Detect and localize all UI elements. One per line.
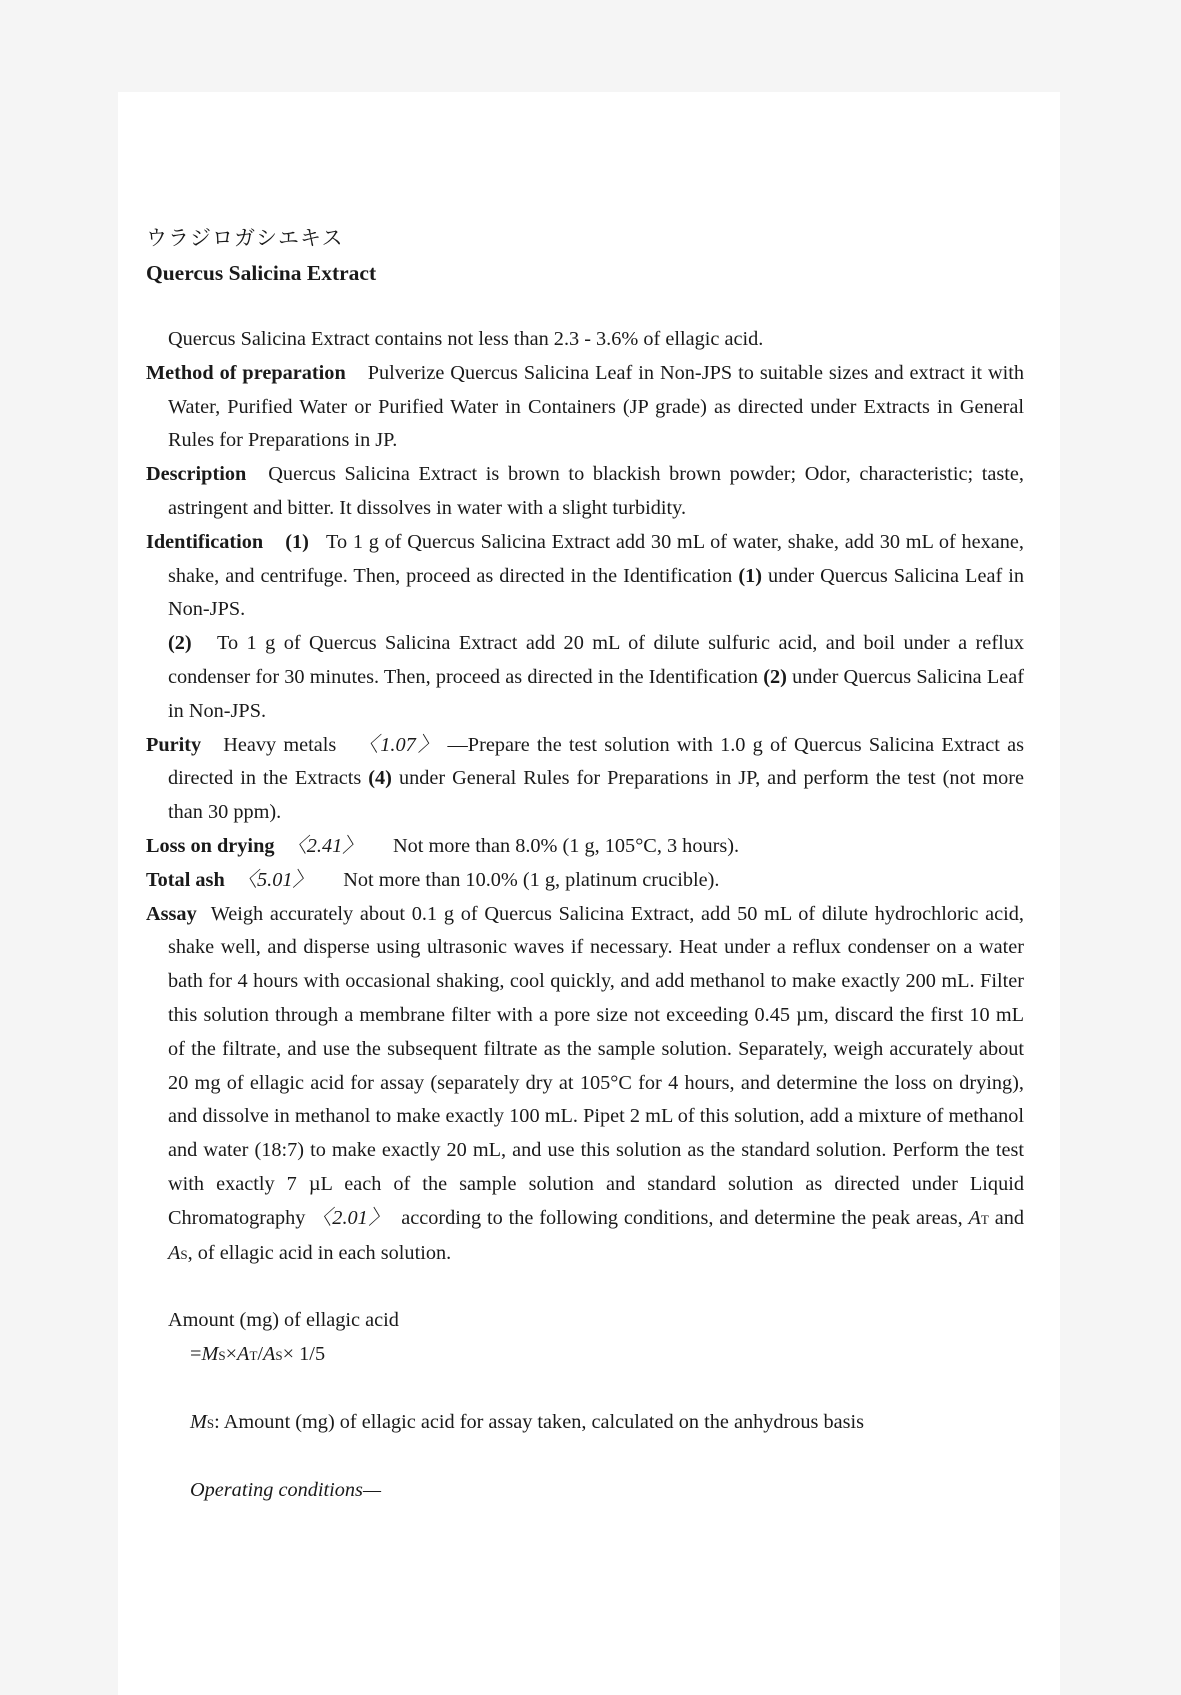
identification-item-tail: under Quercus Salicina Leaf in Non-JPS. [168, 564, 1024, 621]
monograph-body [146, 220, 1024, 1508]
identification-heading: Identification [146, 530, 264, 553]
purity-reference: 〈1.07〉 [357, 733, 441, 756]
symbol-a: A [168, 1241, 181, 1264]
identification-item-text: To 1 g of Quercus Salicina Extract add 30 mL of water, shake, add 30 mL of hexane, shake, and centrifuge. Then, proceed as directed in the Identification [168, 530, 1024, 587]
identification-item-2 [146, 627, 1024, 728]
operating-conditions-heading: Operating conditions— [190, 1478, 381, 1501]
loss-on-drying-section [146, 830, 1024, 864]
formula-tail: × 1/5 [282, 1343, 326, 1366]
formula-symbol: A [263, 1343, 276, 1366]
identification-item-number: (1) [285, 530, 309, 553]
purity-text: —Prepare the test solution with 1.0 g of Quercus Salicina Extract as directed in the Extracts [168, 733, 1024, 790]
definition-subscript: S [206, 1415, 215, 1431]
assay-text-3: , of ellagic acid in each solution. [187, 1241, 452, 1264]
description-text: Quercus Salicina Extract is brown to blackish brown powder; Odor, characteristic; taste, astringent and bitter. It dissolves in water with a slight turbidity. [168, 463, 1024, 519]
identification-ref: (1) [738, 564, 762, 587]
title-english: Quercus Salicina Extract [146, 261, 377, 285]
ash-heading: Total ash [146, 868, 225, 891]
formula-symbol: A [237, 1343, 250, 1366]
loss-heading: Loss on drying [146, 834, 275, 857]
formula-subscript: S [218, 1348, 226, 1364]
purity-section [146, 729, 1024, 830]
method-heading: Method of preparation [146, 361, 346, 384]
description-heading: Description [146, 463, 247, 486]
formula-label: Amount (mg) of ellagic acid [168, 1309, 399, 1332]
assay-text: Weigh accurately about 0.1 g of Quercus Salicina Extract, add 50 mL of dilute hydrochloric acid, shake well, and disperse using ultrasonic waves if necessary. Heat under a reflux condenser on a water bath for 4 hours with occasional shaking, cool quickly, and add methanol to make exactly 200 mL. Filter this solution through a membrane filter with a pore size not exceeding 0.45 µm, discard the first 10 mL of the filtrate, and use the subsequent filtrate as the sample solution. Separately, weigh accurately about 20 mg of ellagic acid for assay (separately dry at 105°C for 4 hours, and determine the loss on drying), and dissolve in methanol to make exactly 100 mL. Pipet 2 mL of this solution, add a mixture of methanol and water (18:7) to make exactly 20 mL, and use this solution as the standard solution. Perform the test with exactly 7 µL each of the sample solution and standard solution as directed under Liquid Chromatography [168, 902, 1024, 1229]
purity-subheading: Heavy metals [223, 733, 337, 756]
formula-equation [146, 1338, 1024, 1373]
description-section [146, 458, 1024, 526]
symbol-subscript: T [980, 1211, 989, 1227]
assay-section [146, 898, 1024, 1272]
identification-item-text: To 1 g of Quercus Salicina Extract add 20 mL of dilute sulfuric acid, and boil under a reflux condenser for 30 minutes. Then, proceed as directed in the Identification [168, 632, 1024, 688]
total-ash-section [146, 864, 1024, 898]
assay-text-2: according to the following conditions, and determine the peak areas, [401, 1206, 963, 1229]
ash-reference: 〈5.01〉 [236, 868, 313, 891]
intro-paragraph: Quercus Salicina Extract contains not less than 2.3 - 3.6% of ellagic acid. [168, 328, 764, 350]
formula-symbol: M [201, 1343, 219, 1366]
conjunction: and [994, 1206, 1024, 1229]
ash-text: Not more than 10.0% (1 g, platinum crucible). [343, 868, 720, 891]
identification-section [146, 526, 1024, 627]
definition-symbol: M [190, 1410, 207, 1433]
assay-reference: 〈2.01〉 [311, 1206, 390, 1229]
identification-item-tail: under Quercus Salicina Leaf in Non-JPS. [168, 665, 1025, 722]
purity-text-tail: under General Rules for Preparations in JP, and perform the test (not more than 30 ppm). [168, 767, 1025, 824]
formula-subscript: S [275, 1348, 283, 1364]
symbol-subscript: S [180, 1246, 188, 1262]
loss-text: Not more than 8.0% (1 g, 105°C, 3 hours). [392, 834, 740, 857]
purity-heading: Purity [146, 733, 202, 756]
formula-subscript: T [249, 1348, 258, 1364]
symbol-a: A [968, 1206, 981, 1229]
formula-equals: = [190, 1343, 202, 1366]
identification-item-number: (2) [168, 632, 192, 655]
method-text: Pulverize Quercus Salicina Leaf in Non-JPS to suitable sizes and extract it with Water, Purified Water or Purified Water in Containers (JP grade) as directed under Extracts in General Rules for Preparations in JP. [168, 361, 1024, 452]
loss-reference: 〈2.41〉 [286, 834, 363, 857]
title-japanese: ウラジロガシエキス [146, 226, 344, 250]
formula-operator: × [225, 1343, 238, 1366]
method-section [146, 357, 1024, 458]
document-page [118, 92, 1060, 1695]
ms-definition [146, 1406, 1024, 1441]
identification-ref: (2) [763, 665, 787, 688]
assay-heading: Assay [146, 902, 197, 925]
formula-operator: / [257, 1343, 264, 1366]
purity-reference-number: (4) [368, 767, 392, 790]
definition-text: : Amount (mg) of ellagic acid for assay taken, calculated on the anhydrous basis [214, 1410, 865, 1433]
